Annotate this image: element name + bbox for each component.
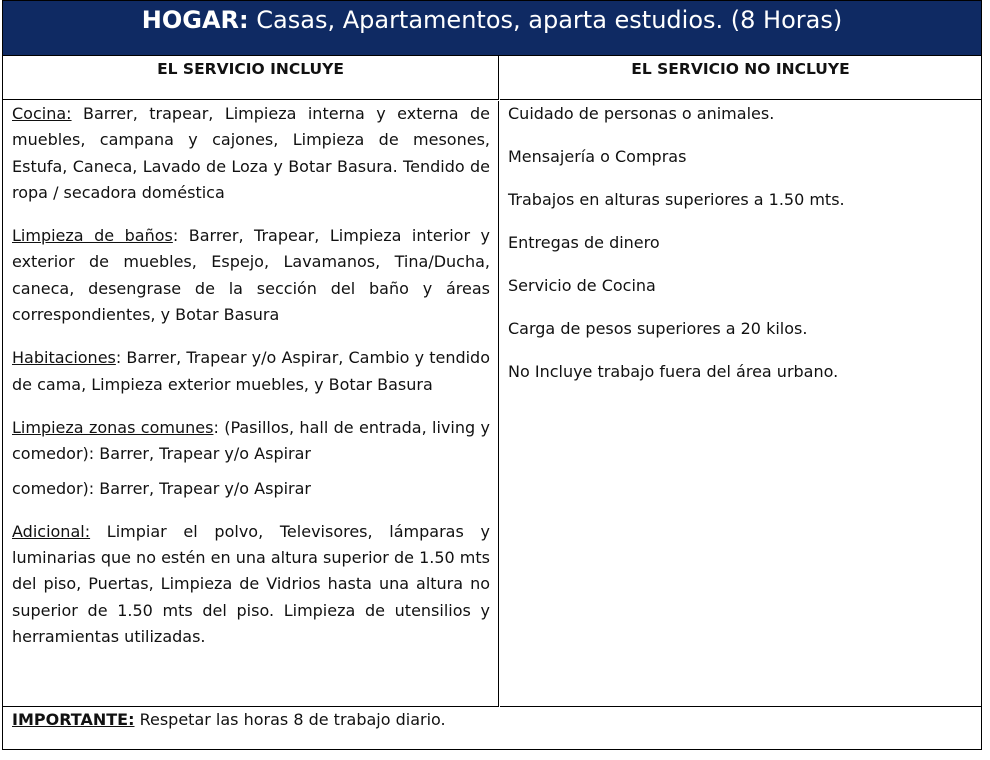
exclude-item: Entregas de dinero xyxy=(508,232,660,252)
include-item-cocina: Cocina: Barrer, trapear, Limpieza interna y externa de muebles, campana y cajones, Limpieza de mesones, Estufa, Caneca, Lavado de Loza y Botar Basura. Tendido de ropa / secadora doméstica xyxy=(12,104,490,202)
include-item-repeat-line: comedor): Barrer, Trapear y/o Aspirar xyxy=(12,478,312,498)
title-rest: Casas, Apartamentos, aparta estudios. (8 Horas) xyxy=(248,6,843,34)
include-item-banos: Limpieza de baños: Barrer, Trapear, Limpieza interior y exterior de muebles, Espejo, Lavamanos, Tina/Ducha, caneca, desengrase de la sección del baño y áreas correspondientes, y Botar Basura xyxy=(12,226,491,325)
exclude-item: Cuidado de personas o animales. xyxy=(508,104,775,123)
service-table xyxy=(2,0,982,750)
exclude-item: Carga de pesos superiores a 20 kilos. xyxy=(508,318,808,338)
include-item-adicional: Adicional: Limpiar el polvo, Televisores, lámparas y luminarias que no estén en una altura superior de 1.50 mts del piso, Puertas, Limpieza de Vidrios hasta una altura no superior de 1.50 mts del piso. Limpieza de utensilios y herramientas utilizadas. xyxy=(12,521,490,647)
includes-cell xyxy=(3,101,499,707)
include-item-zonas-comunes: Limpieza zonas comunes: (Pasillos, hall de entrada, living y comedor): Barrer, Trapear y/o Aspirar xyxy=(12,417,490,464)
excludes-cell xyxy=(500,101,981,707)
important-note xyxy=(3,708,981,749)
important-label: IMPORTANTE: xyxy=(12,710,135,729)
column-header-includes: EL SERVICIO INCLUYE xyxy=(3,56,499,100)
exclude-item: Servicio de Cocina xyxy=(508,275,656,295)
column-header-excludes: EL SERVICIO NO INCLUYE xyxy=(500,56,981,100)
exclude-item: Mensajería o Compras xyxy=(508,146,687,166)
exclude-item: No Incluye trabajo fuera del área urbano. xyxy=(508,361,839,381)
exclude-item: Trabajos en alturas superiores a 1.50 mts. xyxy=(508,189,845,209)
important-text: Respetar las horas 8 de trabajo diario. xyxy=(134,710,446,729)
include-item-habitaciones: Habitaciones: Barrer, Trapear y/o Aspirar, Cambio y tendido de cama, Limpieza exterior muebles, y Botar Basura xyxy=(12,348,490,394)
title-bold: HOGAR: xyxy=(141,6,249,34)
page-title xyxy=(3,1,981,56)
